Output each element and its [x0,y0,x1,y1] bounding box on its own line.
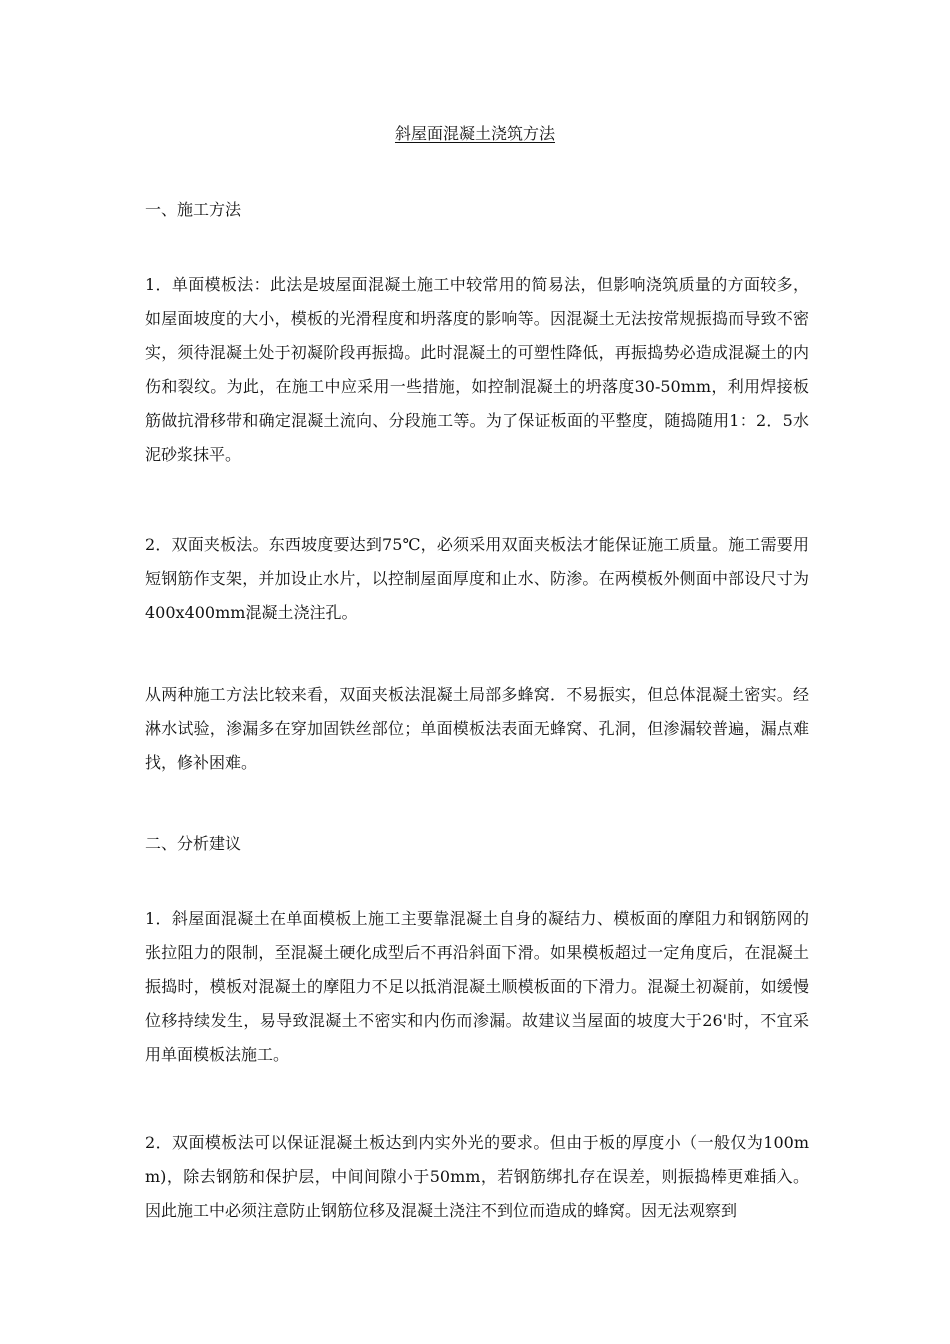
document-title [0,122,950,146]
document-title-text: 斜屋面混凝土浇筑方法 [394,124,555,143]
section-heading-analysis: 二、分析建议 [145,834,242,853]
section-heading-construction-methods: 一、施工方法 [145,200,242,219]
paragraph-double-formwork: 2．双面夹板法。东西坡度要达到75℃，必须采用双面夹板法才能保证施工质量。施工需要用短钢筋作支架，并加设止水片，以控制屋面厚度和止水、防渗。在两模板外侧面中部设尺寸为400x400mm混凝土浇注孔。 [145,535,809,622]
paragraph-analysis-single: 1．斜屋面混凝土在单面模板上施工主要靠混凝土自身的凝结力、模板面的摩阻力和钢筋网的张拉阻力的限制，至混凝土硬化成型后不再沿斜面下滑。如果模板超过一定角度后，在混凝土振捣时，模板对混凝土的摩阻力不足以抵消混凝土顺模板面的下滑力。混凝土初凝前，如缓慢位移持续发生，易导致混凝土不密实和内伤而渗漏。故建议当屋面的坡度大于26'时，不宜采用单面模板法施工。 [145,909,809,1064]
paragraph-single-formwork: 1．单面模板法：此法是坡屋面混凝土施工中较常用的简易法，但影响浇筑质量的方面较多，如屋面坡度的大小，模板的光滑程度和坍落度的影响等。因混凝土无法按常规振捣而导致不密实，须待混凝土处于初凝阶段再振捣。此时混凝土的可塑性降低，再振捣势必造成混凝土的内伤和裂纹。为此，在施工中应采用一些措施，如控制混凝土的坍落度30-50mm，利用焊接板筋做抗滑移带和确定混凝土流向、分段施工等。为了保证板面的平整度，随捣随用1：2．5水泥砂浆抹平。 [145,275,809,464]
paragraph-comparison: 从两种施工方法比较来看，双面夹板法混凝土局部多蜂窝．不易振实，但总体混凝土密实。经淋水试验，渗漏多在穿加固铁丝部位；单面模板法表面无蜂窝、孔洞，但渗漏较普遍，漏点难找，修补困难。 [145,685,809,772]
paragraph-analysis-double: 2．双面模板法可以保证混凝土板达到内实外光的要求。但由于板的厚度小（一般仅为100mm)，除去钢筋和保护层，中间间隙小于50mm，若钢筋绑扎存在误差，则振捣棒更难插入。因此施工中必须注意防止钢筋位移及混凝土浇注不到位而造成的蜂窝。因无法观察到 [145,1133,809,1220]
